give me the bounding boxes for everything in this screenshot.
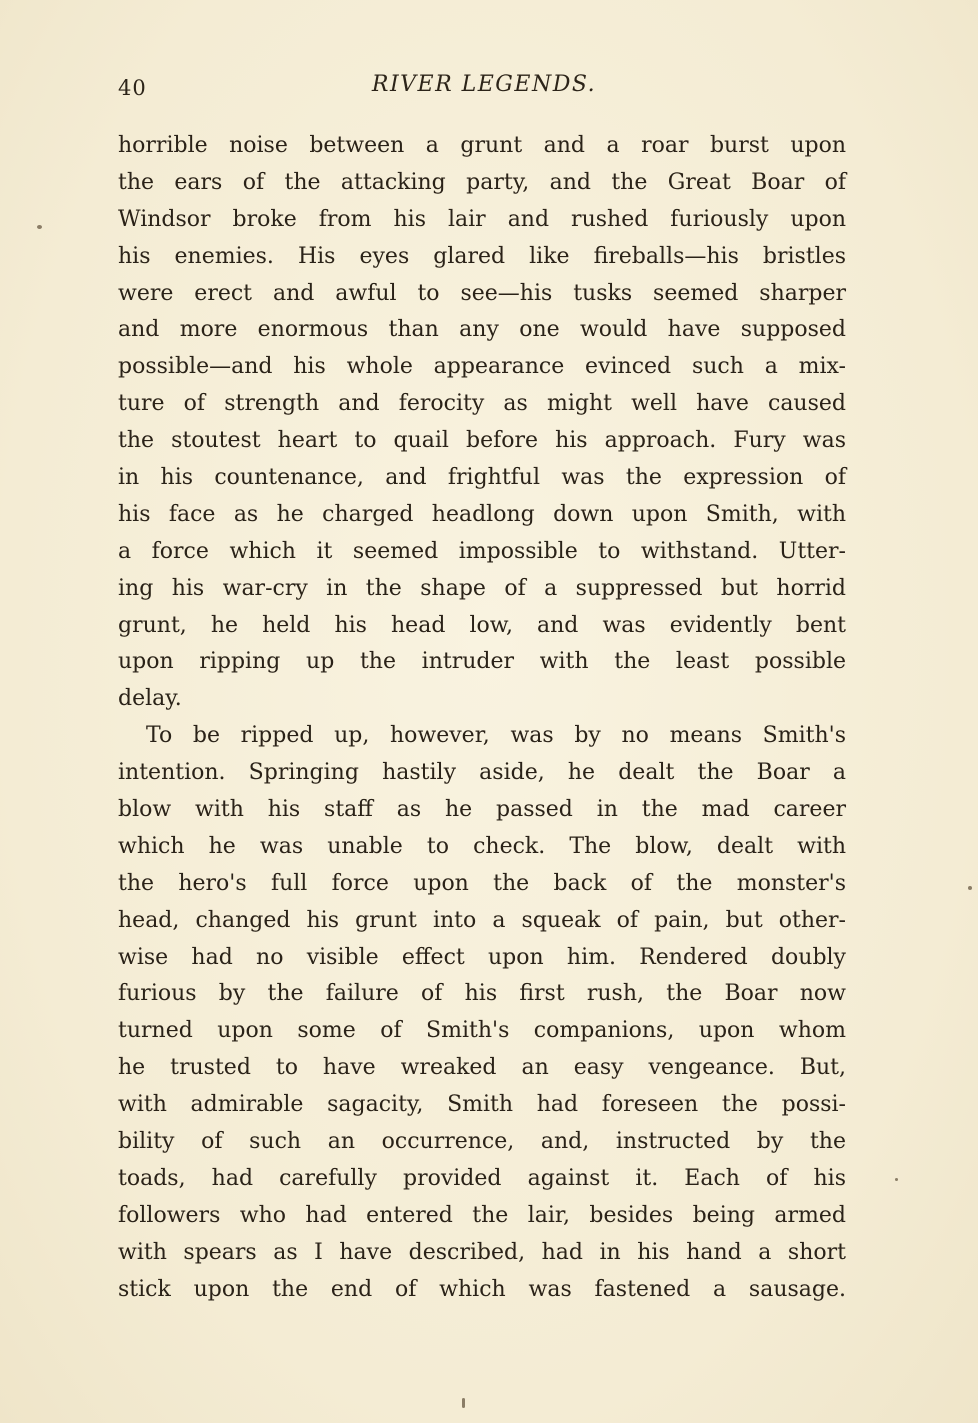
text-line: furious by the failure of his first rush, the Boar now	[118, 981, 846, 1007]
text-line: delay.	[118, 686, 182, 712]
text-line: the ears of the attacking party, and the Great Boar of	[118, 169, 846, 195]
text-line: he trusted to have wreaked an easy vengeance. But,	[118, 1055, 846, 1081]
text-line: were erect and awful to see—his tusks seemed sharper	[118, 280, 846, 306]
text-line: bility of such an occurrence, and, instructed by the	[118, 1129, 846, 1155]
text-line: ture of strength and ferocity as might well have caused	[118, 391, 846, 417]
text-line: stick upon the end of which was fastened a sausage.	[118, 1276, 846, 1302]
paper-speck	[968, 886, 972, 890]
paper-speck	[895, 1178, 898, 1181]
text-line: his enemies. His eyes glared like fireballs—his bristles	[118, 243, 846, 269]
text-line: ing his war-cry in the shape of a suppressed but horrid	[118, 575, 846, 601]
text-line: the stoutest heart to quail before his approach. Fury was	[118, 428, 846, 454]
text-line: wise had no visible effect upon him. Rendered doubly	[118, 944, 846, 970]
body-text	[118, 128, 846, 1309]
text-line: the hero's full force upon the back of the monster's	[118, 870, 846, 896]
paragraph-start-line: To be ripped up, however, was by no means Smith's	[146, 723, 846, 749]
text-line: turned upon some of Smith's companions, upon whom	[118, 1018, 846, 1044]
text-line: upon ripping up the intruder with the least possible	[118, 649, 846, 675]
paper-speck	[37, 225, 42, 229]
text-line: possible—and his whole appearance evinced such a mix-	[118, 354, 846, 380]
text-line: in his countenance, and frightful was the expression of	[118, 465, 846, 491]
paper-speck	[462, 1398, 465, 1408]
text-line: intention. Springing hastily aside, he dealt the Boar a	[118, 760, 846, 786]
text-line: with admirable sagacity, Smith had foreseen the possi-	[118, 1092, 846, 1118]
text-line: head, changed his grunt into a squeak of pain, but other-	[118, 907, 846, 933]
text-line: and more enormous than any one would have supposed	[118, 317, 846, 343]
text-line: horrible noise between a grunt and a roar burst upon	[118, 133, 846, 158]
text-line: which he was unable to check. The blow, dealt with	[118, 833, 846, 859]
page-number: 40	[118, 76, 147, 100]
text-line: followers who had entered the lair, besides being armed	[118, 1202, 846, 1228]
text-line: his face as he charged headlong down upon Smith, with	[118, 501, 846, 527]
text-line: a force which it seemed impossible to withstand. Utter-	[118, 538, 846, 564]
running-title: RIVER LEGENDS.	[371, 72, 597, 97]
text-line: with spears as I have described, had in his hand a short	[118, 1239, 846, 1265]
page-header	[118, 68, 850, 108]
text-line: Windsor broke from his lair and rushed furiously upon	[118, 206, 846, 232]
text-line: blow with his staff as he passed in the mad career	[118, 797, 846, 823]
text-line: grunt, he held his head low, and was evidently bent	[118, 612, 846, 638]
text-line: toads, had carefully provided against it. Each of his	[118, 1165, 846, 1191]
